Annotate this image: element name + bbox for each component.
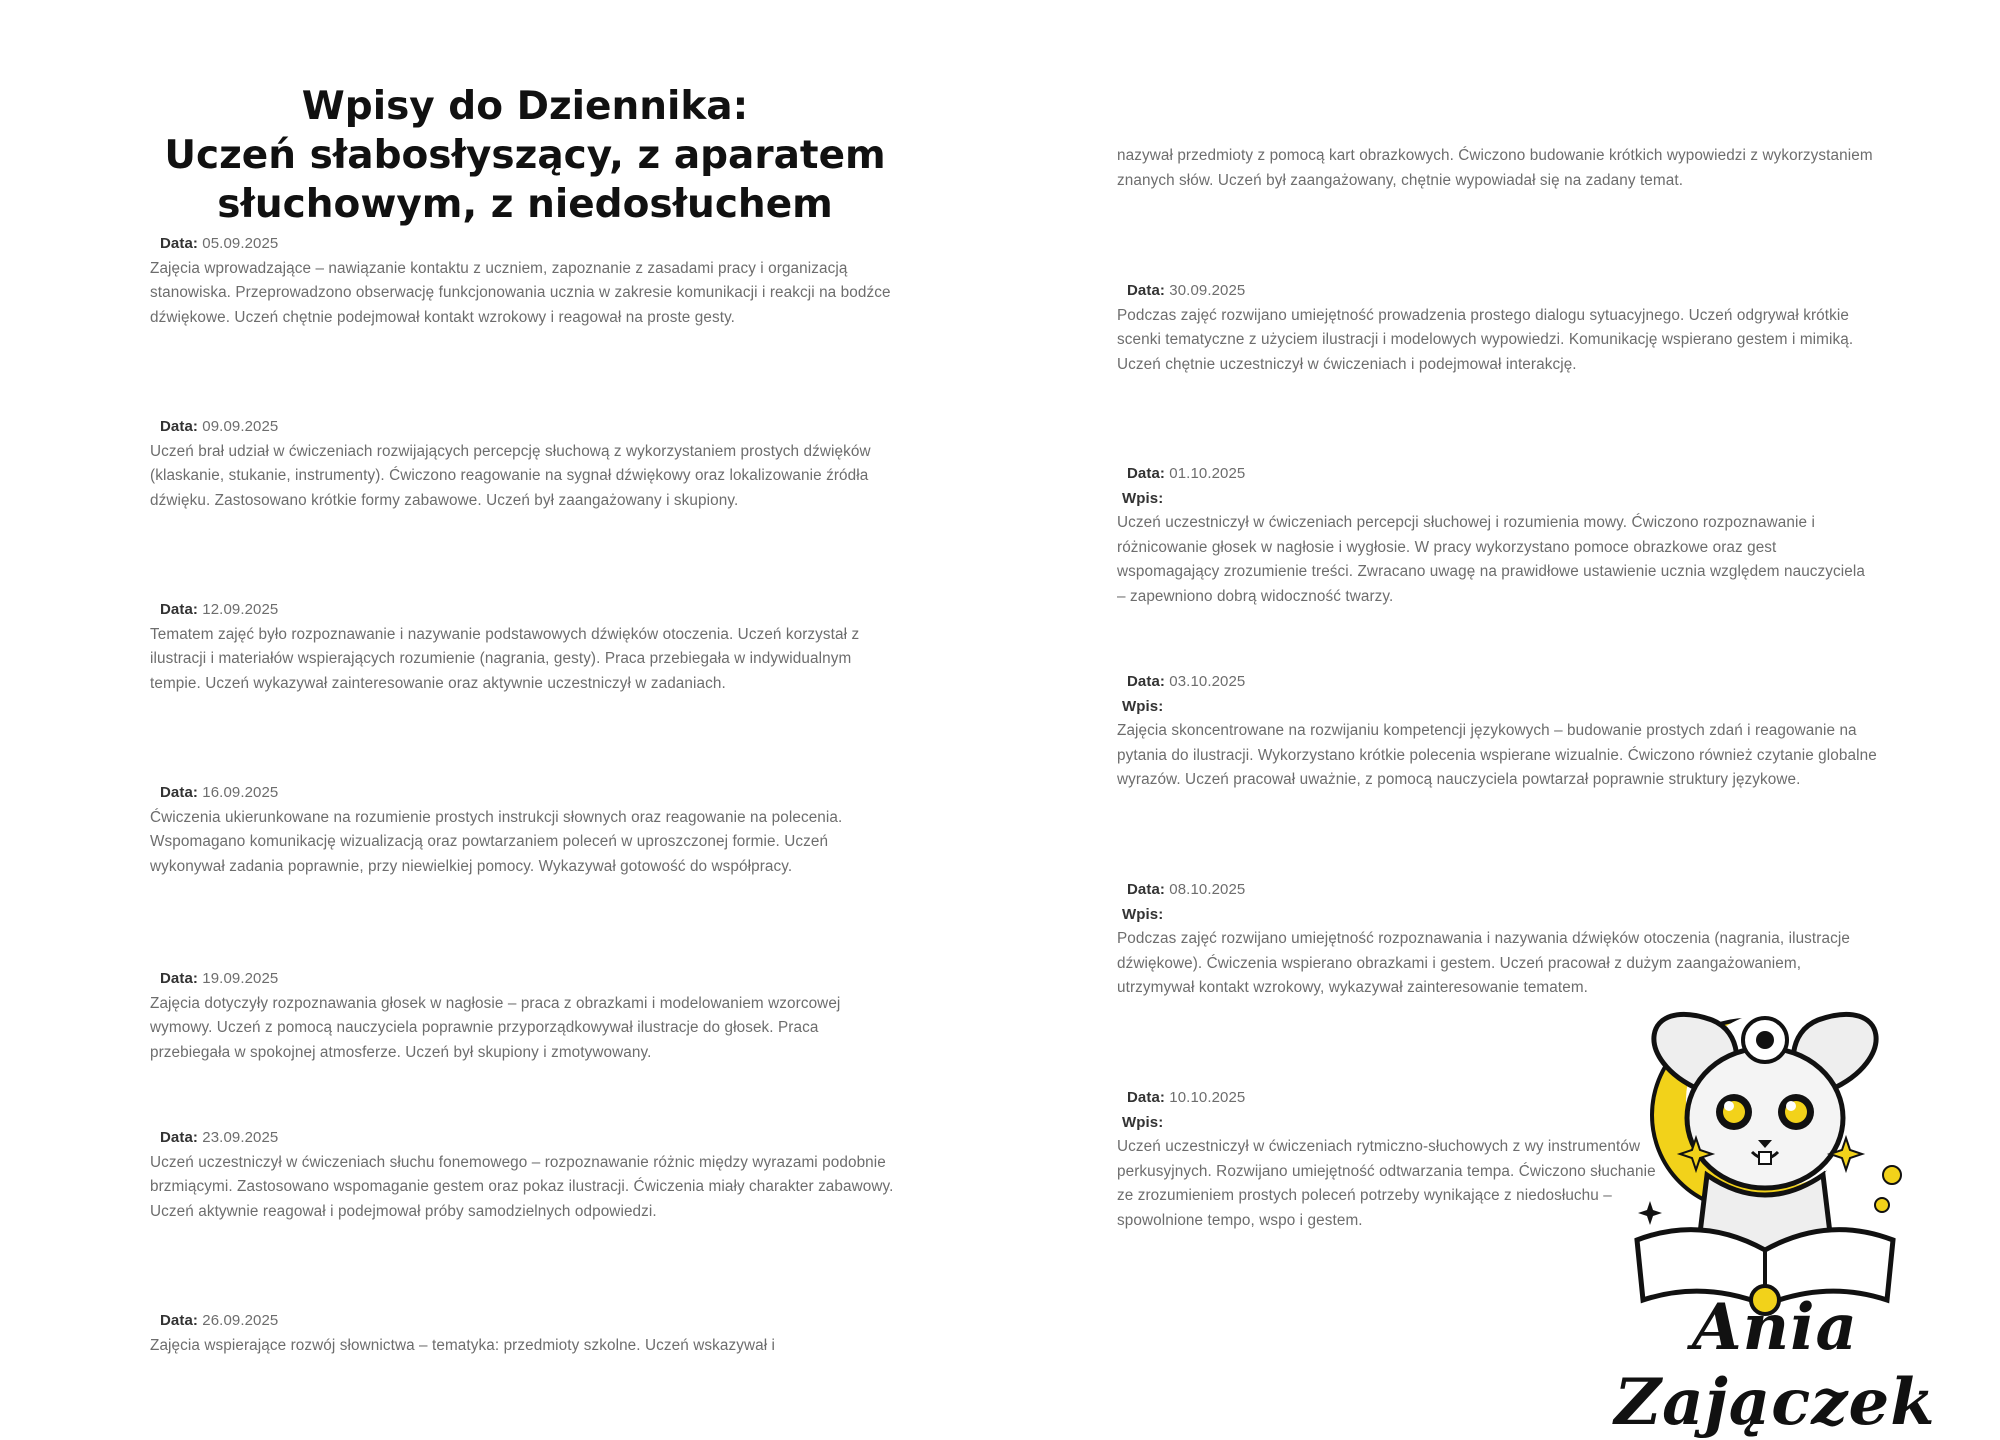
- entry-date: 09.09.2025: [202, 418, 279, 435]
- entry-date: 05.09.2025: [202, 235, 279, 252]
- date-label: Data:: [160, 970, 199, 987]
- date-label: Data:: [160, 784, 199, 801]
- entry-text: Zajęcia skoncentrowane na rozwijaniu kompetencji językowych – budowanie prostych zdań i reagowanie na pytania do ilustracji. Wykorzystano krótkie polecenia wspierane wizualnie. Ćwiczono również czytanie globalne wyrazów. Uczeń pracował uważnie, z pomocą nauczyciela powtarzał poprawnie struktury językowe.: [1117, 722, 1877, 788]
- journal-entry: [150, 598, 900, 696]
- entry-date: 26.09.2025: [202, 1312, 279, 1329]
- entry-text: Uczeń uczestniczył w ćwiczeniach słuchu fonemowego – rozpoznawanie różnic między wyrazami podobnie brzmiącymi. Zastosowano wspomaganie gestem oraz pokaz ilustracji. Ćwiczenia miały charakter zabawowy. Uczeń aktywnie reagował i podejmował próby samodzielnych odpowiedzi.: [150, 1153, 894, 1220]
- entry-date-line: [1117, 279, 1877, 304]
- entry-date: 01.10.2025: [1169, 465, 1246, 482]
- entry-date-line: [150, 1309, 900, 1334]
- entry-text: nazywał przedmioty z pomocą kart obrazkowych. Ćwiczono budowanie krótkich wypowiedzi z wykorzystaniem znanych słów. Uczeń był zaangażowany, chętnie wypowiadał się na zadany temat.: [1117, 147, 1873, 189]
- entry-date-line: [150, 1126, 900, 1151]
- entry-date-line: [150, 967, 900, 992]
- title-line-2: Uczeń słabosłyszący, z aparatem: [164, 133, 886, 178]
- entry-text: Podczas zajęć rozwijano umiejętność prowadzenia prostego dialogu sytuacyjnego. Uczeń odgrywał krótkie scenki tematyczne z użyciem ilustracji i modelowych wypowiedzi. Komunikację wspierano gestem i mimiką. Uczeń chętnie uczestniczył w ćwiczeniach i podejmował interakcję.: [1117, 306, 1854, 373]
- entry-continuation: [1117, 144, 1877, 193]
- entry-text: Podczas zajęć rozwijano umiejętność rozpoznawania i nazywania dźwięków otoczenia (nagrania, ilustracje dźwiękowe). Ćwiczenia wspierano obrazkami i gestem. Uczeń pracował z dużym zaangażowaniem, utrzymywał kontakt wzrokowy, wykazywał zainteresowanie tematem.: [1117, 930, 1850, 996]
- entry-date-line: [150, 232, 900, 257]
- date-label: Data:: [160, 601, 199, 618]
- date-label: Data:: [160, 1312, 199, 1329]
- entry-label: Wpis:: [1122, 489, 1164, 507]
- entry-label: Wpis:: [1122, 1113, 1164, 1131]
- entry-date: 16.09.2025: [202, 784, 279, 801]
- entry-text: Uczeń brał udział w ćwiczeniach rozwijających percepcję słuchową z wykorzystaniem prostych dźwięków (klaskanie, stukanie, instrumenty). Ćwiczono reagowanie na sygnał dźwiękowy oraz lokalizowanie źródła dźwięku. Zastosowano krótkie formy zabawowe. Uczeń był zaangażowany i skupiony.: [150, 442, 871, 509]
- entry-date-line: [150, 598, 900, 623]
- date-label: Data:: [160, 1129, 199, 1146]
- entry-text: Uczeń uczestniczył w ćwiczeniach rytmiczno-słuchowych z wy instrumentów perkusyjnych. Rozwijano umiejętność odtwarzania tempa. Ćwiczono słuchanie ze zrozumieniem prostych poleceń potrzeby wynikające z niedosłuchu – spowolnione tempo, wspo i gestem.: [1117, 1138, 1656, 1229]
- date-label: Data:: [1127, 282, 1166, 299]
- entry-label: Wpis:: [1122, 697, 1164, 715]
- journal-entry: [1117, 670, 1877, 793]
- journal-entry: [150, 1126, 900, 1224]
- journal-entry: [1117, 462, 1877, 609]
- entry-date-line: [1117, 670, 1877, 695]
- entry-date-line: [1117, 462, 1877, 487]
- journal-entry: [150, 781, 900, 879]
- journal-entry: [1117, 279, 1877, 377]
- entry-text: Ćwiczenia ukierunkowane na rozumienie prostych instrukcji słownych oraz reagowanie na polecenia. Wspomagano komunikację wizualizacją oraz powtarzaniem poleceń w uproszczonej formie. Uczeń wykonywał zadania poprawnie, przy niewielkiej pomocy. Wykazywał gotowość do współpracy.: [150, 808, 843, 875]
- entry-date: 19.09.2025: [202, 970, 279, 987]
- journal-entry: [150, 415, 900, 513]
- date-label: Data:: [1127, 1089, 1166, 1106]
- entry-date-line: [150, 781, 900, 806]
- title-line-1: Wpisy do Dziennika:: [301, 84, 749, 129]
- date-label: Data:: [1127, 465, 1166, 482]
- journal-entry: [150, 232, 900, 330]
- entry-text: Zajęcia dotyczyły rozpoznawania głosek w nagłosie – praca z obrazkami i modelowaniem wzorcowej wymowy. Uczeń z pomocą nauczyciela poprawnie przyporządkowywał ilustracje do głosek. Praca przebiegała w spokojnej atmosferze. Uczeń był skupiony i zmotywowany.: [150, 994, 841, 1061]
- date-label: Data:: [1127, 881, 1166, 898]
- date-label: Data:: [1127, 673, 1166, 690]
- entry-date: 08.10.2025: [1169, 881, 1246, 898]
- entry-date: 30.09.2025: [1169, 282, 1246, 299]
- page-title: [140, 82, 910, 229]
- entry-date: 23.09.2025: [202, 1129, 279, 1146]
- entry-date: 12.09.2025: [202, 601, 279, 618]
- journal-entry: [150, 967, 900, 1065]
- date-label: Data:: [160, 235, 199, 252]
- date-label: Data:: [160, 418, 199, 435]
- entry-date: 03.10.2025: [1169, 673, 1246, 690]
- brand-name: Ania Zajączek: [1614, 1290, 1936, 1440]
- entry-date: 10.10.2025: [1169, 1089, 1246, 1106]
- title-line-3: słuchowym, z niedosłuchem: [217, 182, 833, 227]
- entry-text: Tematem zajęć było rozpoznawanie i nazywanie podstawowych dźwięków otoczenia. Uczeń korzystał z ilustracji i materiałów wspierających rozumienie (nagrania, gesty). Praca przebiegała w indywidualnym tempie. Uczeń wykazywał zainteresowanie oraz aktywnie uczestniczył w zadaniach.: [150, 625, 860, 692]
- entry-text: Zajęcia wspierające rozwój słownictwa – tematyka: przedmioty szkolne. Uczeń wskazywał i: [150, 1336, 776, 1354]
- entry-date-line: [150, 415, 900, 440]
- entry-label: Wpis:: [1122, 905, 1164, 923]
- entry-date-line: [1117, 878, 1877, 903]
- entry-text: Zajęcia wprowadzające – nawiązanie kontaktu z uczniem, zapoznanie z zasadami pracy i organizacją stanowiska. Przeprowadzono obserwację funkcjonowania ucznia w zakresie komunikacji i reakcji na bodźce dźwiękowe. Uczeń chętnie podejmował kontakt wzrokowy i reagował na proste gesty.: [150, 259, 891, 326]
- journal-entry: [150, 1309, 900, 1358]
- journal-entry: [1117, 878, 1877, 1001]
- entry-text: Uczeń uczestniczył w ćwiczeniach percepcji słuchowej i rozumienia mowy. Ćwiczono rozpoznawanie i różnicowanie głosek w nagłosie i wygłosie. W pracy wykorzystano pomoce obrazkowe oraz gest wspomagający zrozumienie treści. Zwracano uwagę na prawidłowe ustawienie ucznia względem nauczyciela – zapewniono dobrą widoczność twarzy.: [1117, 514, 1866, 605]
